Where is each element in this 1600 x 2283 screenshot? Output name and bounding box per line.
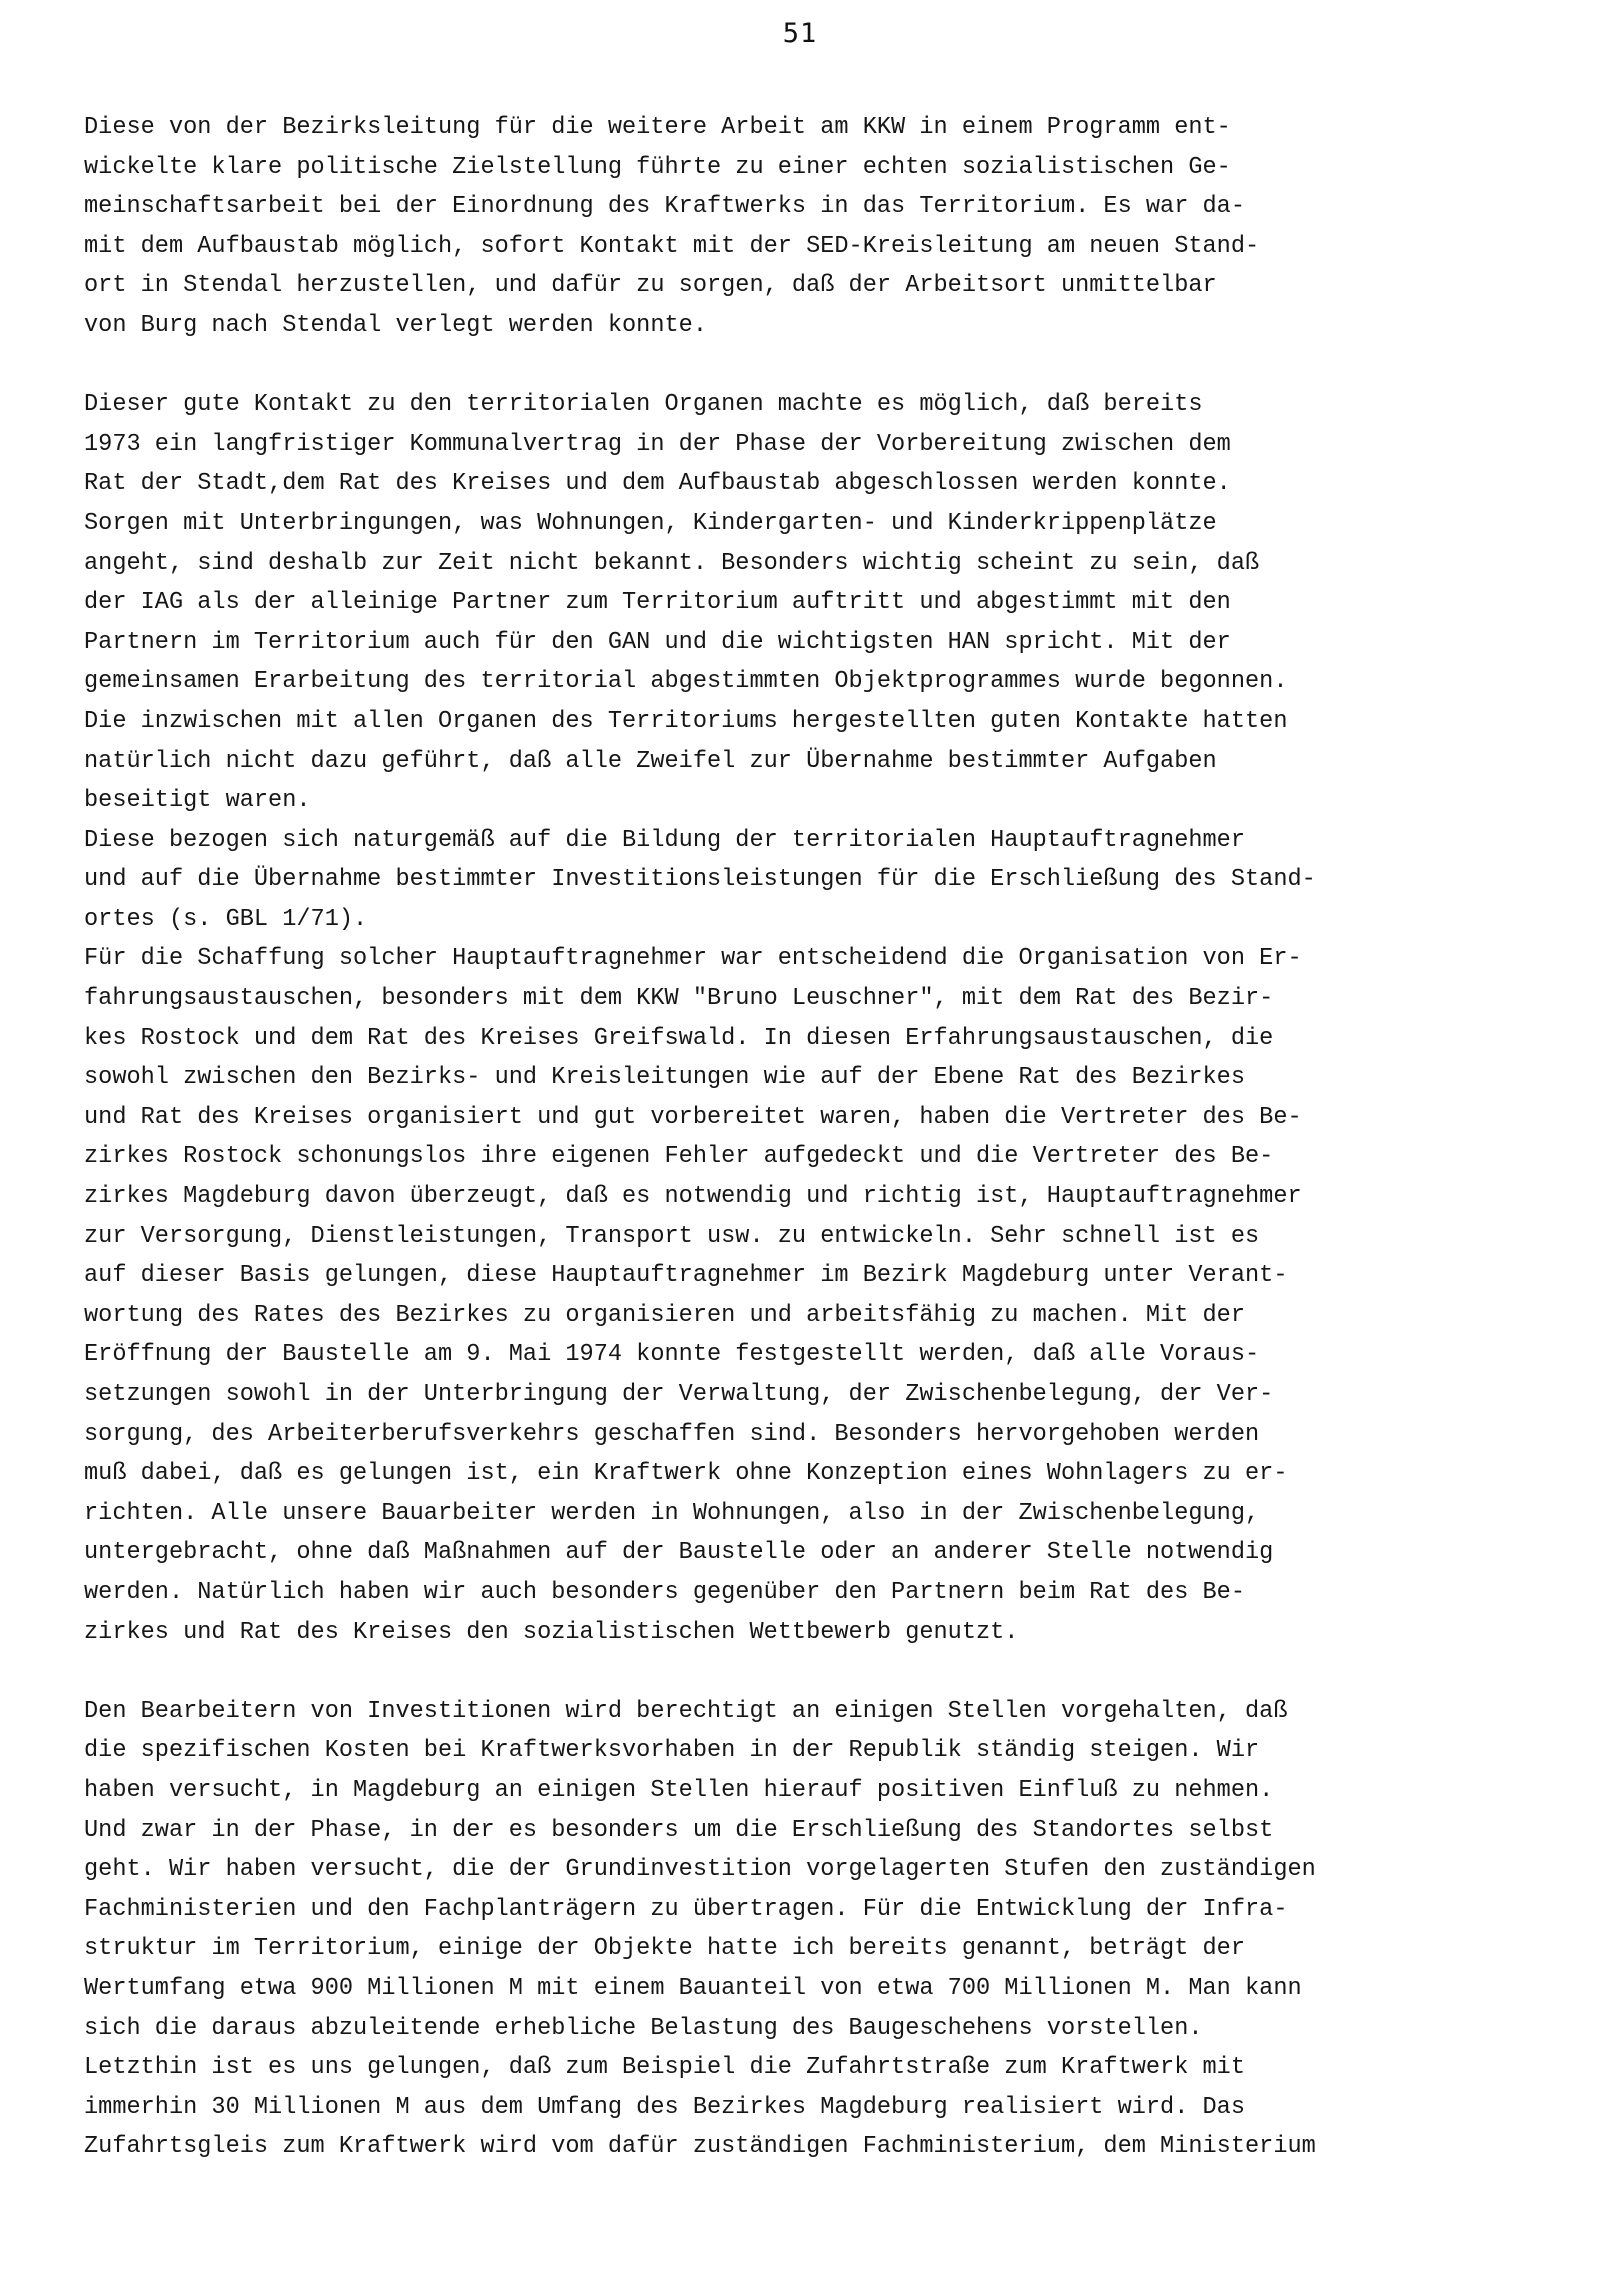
paragraph xyxy=(84,385,1524,821)
text-line: werden. Natürlich haben wir auch besonders gegenüber den Partnern beim Rat des Be- xyxy=(84,1578,1246,1606)
text-line: Wertumfang etwa 900 Millionen M mit einem Bauanteil von etwa 700 Millionen M. Man kann xyxy=(84,1974,1302,2002)
text-line: Eröffnung der Baustelle am 9. Mai 1974 konnte festgestellt werden, daß alle Voraus- xyxy=(84,1341,1260,1369)
text-line: Dieser gute Kontakt zu den territorialen Organen machte es möglich, daß bereits xyxy=(84,391,1203,419)
text-line: Zufahrtsgleis zum Kraftwerk wird vom dafür zuständigen Fachministerium, dem Ministerium xyxy=(84,2133,1316,2161)
text-line: haben versucht, in Magdeburg an einigen Stellen hierauf positiven Einfluß zu nehmen. xyxy=(84,1776,1274,1804)
paragraph xyxy=(84,1692,1524,2167)
text-line: kes Rostock und dem Rat des Kreises Greifswald. In diesen Erfahrungsaustauschen, die xyxy=(84,1024,1274,1052)
text-line: von Burg nach Stendal verlegt werden konnte. xyxy=(84,311,707,339)
text-line: meinschaftsarbeit bei der Einordnung des Kraftwerks in das Territorium. Es war da- xyxy=(84,193,1246,221)
text-line: Letzthin ist es uns gelungen, daß zum Beispiel die Zufahrtstraße zum Kraftwerk mit xyxy=(84,2054,1246,2082)
text-line: Und zwar in der Phase, in der es besonders um die Erschließung des Standortes selbst xyxy=(84,1816,1274,1844)
text-line: sorgung, des Arbeiterberufsverkehrs geschaffen sind. Besonders hervorgehoben werden xyxy=(84,1420,1260,1448)
text-line: Rat der Stadt,dem Rat des Kreises und dem Aufbaustab abgeschlossen werden konnte. xyxy=(84,470,1231,498)
text-line: zur Versorgung, Dienstleistungen, Transport usw. zu entwickeln. Sehr schnell ist es xyxy=(84,1222,1260,1250)
text-line: fahrungsaustauschen, besonders mit dem KKW "Bruno Leuschner", mit dem Rat des Bezir- xyxy=(84,985,1274,1013)
text-line: 1973 ein langfristiger Kommunalvertrag in der Phase der Vorbereitung zwischen dem xyxy=(84,430,1231,458)
text-line: Partnern im Territorium auch für den GAN und die wichtigsten HAN spricht. Mit der xyxy=(84,628,1231,656)
text-line: Diese von der Bezirksleitung für die weitere Arbeit am KKW in einem Programm ent- xyxy=(84,114,1231,141)
text-line: richten. Alle unsere Bauarbeiter werden in Wohnungen, also in der Zwischenbelegung, xyxy=(84,1499,1260,1527)
text-line: Den Bearbeitern von Investitionen wird berechtigt an einigen Stellen vorgehalten, daß xyxy=(84,1697,1288,1725)
text-line: angeht, sind deshalb zur Zeit nicht bekannt. Besonders wichtig scheint zu sein, daß xyxy=(84,549,1260,577)
text-line: und Rat des Kreises organisiert und gut vorbereitet waren, haben die Vertreter des Be- xyxy=(84,1103,1302,1131)
text-line: gemeinsamen Erarbeitung des territorial abgestimmten Objektprogrammes wurde begonnen. xyxy=(84,668,1288,696)
text-line: auf dieser Basis gelungen, diese Hauptauftragnehmer im Bezirk Magdeburg unter Verant- xyxy=(84,1262,1288,1290)
text-line: Diese bezogen sich naturgemäß auf die Bildung der territorialen Hauptauftragnehmer xyxy=(84,826,1246,854)
text-line: Sorgen mit Unterbringungen, was Wohnungen, Kindergarten- und Kinderkrippenplätze xyxy=(84,509,1217,537)
text-line: sich die daraus abzuleitende erhebliche Belastung des Baugeschehens vorstellen. xyxy=(84,2014,1203,2042)
text-line: zirkes Rostock schonungslos ihre eigenen Fehler aufgedeckt und die Vertreter des Be- xyxy=(84,1143,1274,1171)
typescript-body xyxy=(84,108,1524,2167)
text-line: struktur im Territorium, einige der Objekte hatte ich bereits genannt, beträgt der xyxy=(84,1935,1246,1963)
paragraph xyxy=(84,108,1524,346)
text-line: natürlich nicht dazu geführt, daß alle Zweifel zur Übernahme bestimmter Aufgaben xyxy=(84,747,1217,775)
text-line: setzungen sowohl in der Unterbringung der Verwaltung, der Zwischenbelegung, der Ver- xyxy=(84,1381,1274,1408)
text-line: mit dem Aufbaustab möglich, sofort Kontakt mit der SED-Kreisleitung am neuen Stand- xyxy=(84,232,1260,260)
text-line: Die inzwischen mit allen Organen des Territoriums hergestellten guten Kontakte hatten xyxy=(84,707,1288,735)
text-line: die spezifischen Kosten bei Kraftwerksvorhaben in der Republik ständig steigen. Wir xyxy=(84,1737,1260,1765)
text-line: beseitigt waren. xyxy=(84,787,311,815)
text-line: wickelte klare politische Zielstellung führte zu einer echten sozialistischen Ge- xyxy=(84,153,1231,181)
paragraph xyxy=(84,939,1524,1652)
text-line: immerhin 30 Millionen M aus dem Umfang des Bezirkes Magdeburg realisiert wird. Das xyxy=(84,2093,1246,2121)
text-line: sowohl zwischen den Bezirks- und Kreisleitungen wie auf der Ebene Rat des Bezirkes xyxy=(84,1064,1246,1092)
text-line: Fachministerien und den Fachplanträgern zu übertragen. Für die Entwicklung der Infra- xyxy=(84,1895,1288,1923)
text-line: zirkes und Rat des Kreises den sozialistischen Wettbewerb genutzt. xyxy=(84,1618,1019,1646)
text-line: der IAG als der alleinige Partner zum Territorium auftritt und abgestimmt mit den xyxy=(84,589,1231,617)
text-line: ortes (s. GBL 1/71). xyxy=(84,905,368,933)
text-line: Für die Schaffung solcher Hauptauftragnehmer war entscheidend die Organisation von Er- xyxy=(84,945,1302,973)
text-line: ort in Stendal herzustellen, und dafür zu sorgen, daß der Arbeitsort unmittelbar xyxy=(84,272,1217,300)
text-line: geht. Wir haben versucht, die der Grundinvestition vorgelagerten Stufen den zuständigen xyxy=(84,1856,1316,1884)
text-line: muß dabei, daß es gelungen ist, ein Kraftwerk ohne Konzeption eines Wohnlagers zu er- xyxy=(84,1460,1288,1488)
text-line: untergebracht, ohne daß Maßnahmen auf der Baustelle oder an anderer Stelle notwendig xyxy=(84,1539,1274,1567)
text-line: und auf die Übernahme bestimmter Investitionsleistungen für die Erschließung des Stand- xyxy=(84,866,1316,894)
text-line: zirkes Magdeburg davon überzeugt, daß es notwendig und richtig ist, Hauptauftragnehmer xyxy=(84,1183,1302,1211)
text-line: wortung des Rates des Bezirkes zu organisieren und arbeitsfähig zu machen. Mit der xyxy=(84,1301,1246,1329)
paragraph xyxy=(84,821,1524,940)
page-number: 51 xyxy=(782,18,818,49)
